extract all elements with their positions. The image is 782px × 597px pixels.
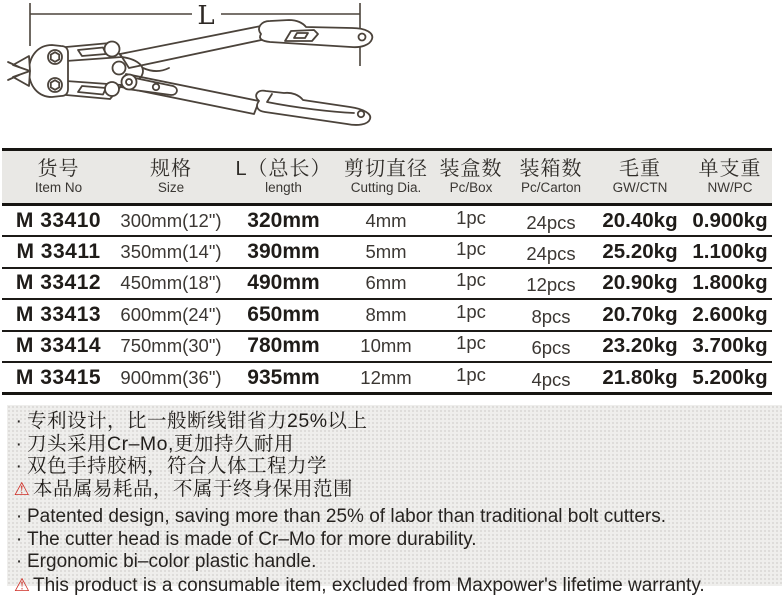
note-text: 双色手持胶柄，符合人体工程力学	[27, 455, 327, 478]
col-header-size: 规格 Size	[115, 150, 227, 205]
cell-item-no: M 33414	[2, 331, 115, 363]
table-row	[2, 268, 772, 300]
cell-length: 320mm	[227, 205, 340, 237]
cell-pc-carton: 12pcs	[510, 268, 592, 300]
spec-table-header	[2, 150, 772, 205]
table-row	[2, 299, 772, 331]
cell-length: 650mm	[227, 299, 340, 331]
cell-gw: 20.70kg	[592, 299, 688, 331]
cell-gw: 23.20kg	[592, 331, 688, 363]
bullet-icon: ·	[11, 529, 27, 552]
cell-pc-box: 1pc	[432, 331, 510, 363]
cell-gw: 20.40kg	[592, 205, 688, 237]
cell-pc-box: 1pc	[432, 236, 510, 268]
cell-pc-carton: 4pcs	[510, 362, 592, 394]
table-row	[2, 331, 772, 363]
note-line-warning	[11, 478, 776, 501]
note-text: Patented design, saving more than 25% of labor than traditional bolt cutters.	[27, 506, 666, 529]
note-text: The cutter head is made of Cr–Mo for more durability.	[27, 529, 477, 552]
cell-gw: 21.80kg	[592, 362, 688, 394]
notes-panel	[7, 405, 782, 586]
cell-nw: 1.100kg	[688, 236, 772, 268]
warning-triangle-icon: ⚠	[11, 574, 33, 597]
warning-triangle-icon: ⚠	[11, 478, 33, 501]
bullet-icon: ·	[11, 455, 27, 478]
col-header-item-no: 货号 Item No	[2, 150, 115, 205]
cell-length: 780mm	[227, 331, 340, 363]
note-text: Ergonomic bi–color plastic handle.	[27, 551, 316, 574]
cell-pc-carton: 24pcs	[510, 236, 592, 268]
col-header-pc-box: 装盒数 Pc/Box	[432, 150, 510, 205]
table-row	[2, 362, 772, 394]
cell-cutting-dia: 6mm	[340, 268, 432, 300]
cell-pc-carton: 8pcs	[510, 299, 592, 331]
product-drawing	[0, 0, 380, 148]
cell-length: 490mm	[227, 268, 340, 300]
bullet-icon: ·	[11, 506, 27, 529]
cell-item-no: M 33410	[2, 205, 115, 237]
cell-cutting-dia: 5mm	[340, 236, 432, 268]
note-text: 刀头采用Cr–Mo,更加持久耐用	[27, 433, 294, 456]
dimension-label: L	[197, 1, 214, 31]
col-header-length: L（总长） length	[227, 150, 340, 205]
cell-item-no: M 33415	[2, 362, 115, 394]
cell-pc-carton: 6pcs	[510, 331, 592, 363]
cell-cutting-dia: 12mm	[340, 362, 432, 394]
bullet-icon: ·	[11, 410, 27, 433]
note-line	[11, 455, 776, 478]
cell-size: 900mm(36")	[115, 362, 227, 394]
cell-length: 935mm	[227, 362, 340, 394]
note-line	[11, 506, 776, 529]
cell-pc-box: 1pc	[432, 268, 510, 300]
table-row	[2, 205, 772, 237]
spec-table	[2, 148, 772, 395]
note-line-warning	[11, 574, 776, 597]
cell-item-no: M 33411	[2, 236, 115, 268]
col-header-pc-carton: 装箱数 Pc/Carton	[510, 150, 592, 205]
cell-item-no: M 33412	[2, 268, 115, 300]
spec-table-section	[2, 148, 772, 395]
cell-pc-box: 1pc	[432, 299, 510, 331]
cell-nw: 0.900kg	[688, 205, 772, 237]
note-line	[11, 529, 776, 552]
cell-gw: 25.20kg	[592, 236, 688, 268]
cell-size: 750mm(30")	[115, 331, 227, 363]
col-header-nw: 单支重 NW/PC	[688, 150, 772, 205]
cell-size: 300mm(12")	[115, 205, 227, 237]
col-header-cutting-dia: 剪切直径 Cutting Dia.	[340, 150, 432, 205]
table-row	[2, 236, 772, 268]
note-text: 本品属易耗品，不属于终身保用范围	[33, 478, 353, 501]
notes-english	[11, 506, 776, 597]
cell-nw: 5.200kg	[688, 362, 772, 394]
cell-item-no: M 33413	[2, 299, 115, 331]
note-line	[11, 551, 776, 574]
cell-cutting-dia: 10mm	[340, 331, 432, 363]
note-line	[11, 433, 776, 456]
note-text: This product is a consumable item, excluded from Maxpower's lifetime warranty.	[33, 575, 705, 597]
notes-chinese	[11, 410, 776, 500]
note-line	[11, 410, 776, 433]
cell-size: 600mm(24")	[115, 299, 227, 331]
col-header-gw: 毛重 GW/CTN	[592, 150, 688, 205]
cell-size: 450mm(18")	[115, 268, 227, 300]
cell-nw: 3.700kg	[688, 331, 772, 363]
cell-nw: 1.800kg	[688, 268, 772, 300]
bullet-icon: ·	[11, 551, 27, 574]
cell-pc-carton: 24pcs	[510, 205, 592, 237]
cell-size: 350mm(14")	[115, 236, 227, 268]
cell-length: 390mm	[227, 236, 340, 268]
bolt-cutter-art	[8, 20, 372, 125]
note-text: 专利设计，比一般断线钳省力25%以上	[27, 410, 368, 433]
bolt-cutter-diagram	[0, 0, 380, 148]
cell-nw: 2.600kg	[688, 299, 772, 331]
cell-cutting-dia: 8mm	[340, 299, 432, 331]
cell-cutting-dia: 4mm	[340, 205, 432, 237]
cell-pc-box: 1pc	[432, 362, 510, 394]
cell-pc-box: 1pc	[432, 205, 510, 237]
cell-gw: 20.90kg	[592, 268, 688, 300]
bullet-icon: ·	[11, 433, 27, 456]
